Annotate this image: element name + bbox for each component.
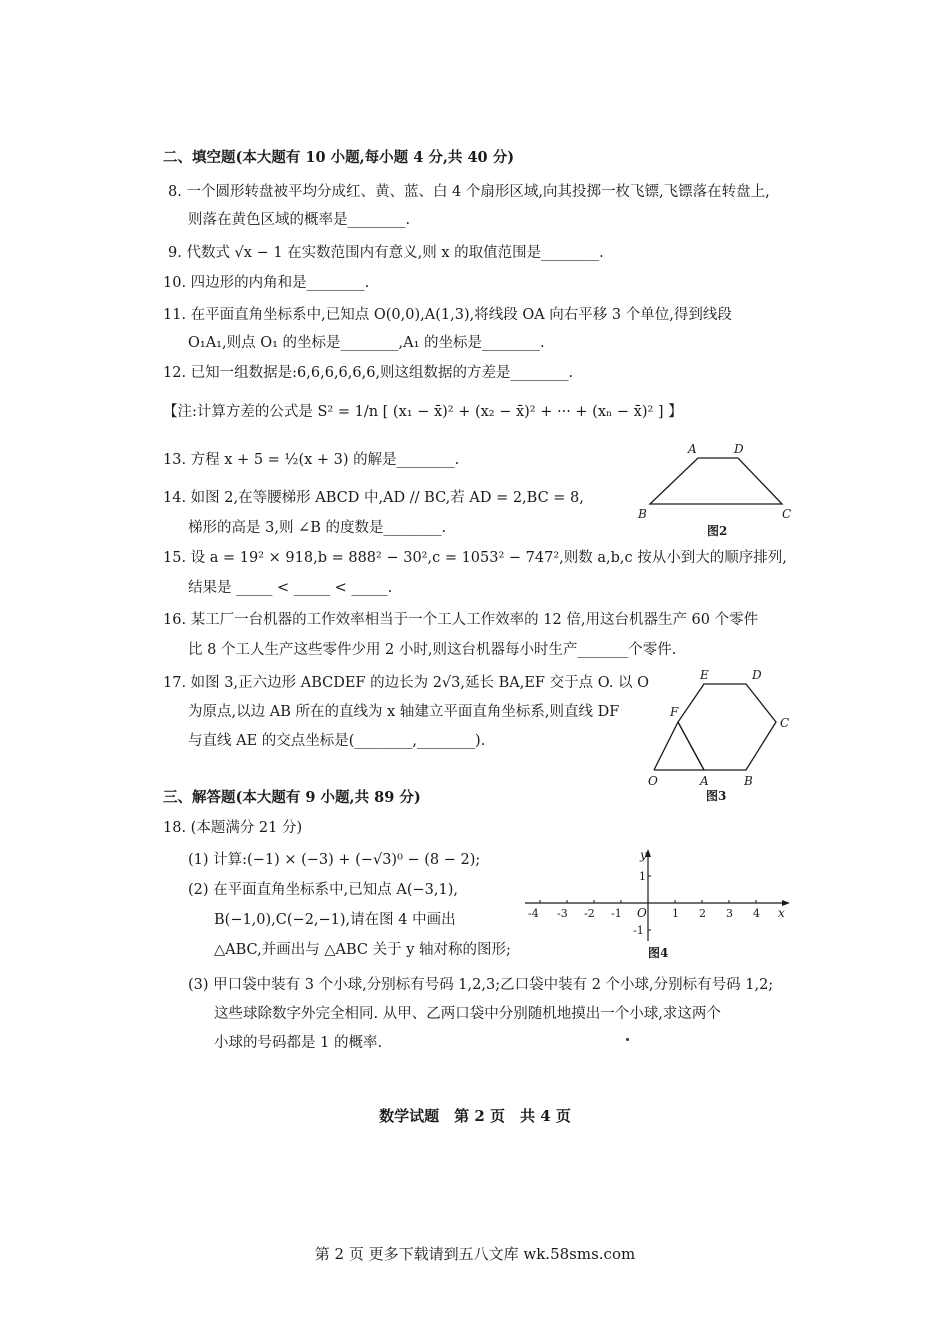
figure-3-hexagon (640, 664, 800, 804)
fig4-xtick-neg4: -4 (528, 907, 539, 920)
fig4-caption: 图4 (648, 946, 669, 960)
fig4-ytick-neg1: -1 (633, 924, 644, 937)
fig4-y-label: y (640, 848, 647, 862)
fig4-xtick-3: 3 (726, 907, 733, 920)
question-12: 12. 已知一组数据是:6,6,6,6,6,6,则这组数据的方差是________. (163, 365, 574, 381)
question-17-line-3: 与直线 AE 的交点坐标是(________,________). (188, 733, 486, 749)
fig2-label-a: A (688, 442, 697, 456)
fig3-label-o: O (648, 774, 658, 788)
page-footer: 数学试题 第 2 页 共 4 页 (379, 1107, 571, 1125)
question-18-part-2-line-2: B(−1,0),C(−2,−1),请在图 4 中画出 (214, 912, 456, 928)
stray-dot (626, 1038, 629, 1041)
fig4-xtick-neg2: -2 (584, 907, 595, 920)
figure-2-trapezoid (632, 438, 802, 548)
question-15-line-1: 15. 设 a = 19² × 918,b = 888² − 30²,c = 1053² − 747²,则数 a,b,c 按从小到大的顺序排列, (163, 550, 787, 566)
question-10: 10. 四边形的内角和是________. (163, 275, 370, 291)
question-8-line-2: 则落在黄色区域的概率是________. (188, 212, 411, 228)
fig4-xtick-2: 2 (699, 907, 706, 920)
question-15-line-2: 结果是 _____ < _____ < _____. (188, 580, 393, 596)
question-17-line-1: 17. 如图 3,正六边形 ABCDEF 的边长为 2√3,延长 BA,EF 交于点 O. 以 O (163, 675, 649, 691)
question-12-note: 【注:计算方差的公式是 S² = 1/n [ (x₁ − x̄)² + (x₂ − x̄)² + ··· + (xₙ − x̄)² ] 】 (163, 404, 683, 420)
fig4-xtick-4: 4 (753, 907, 760, 920)
fig3-label-b: B (744, 774, 753, 788)
fig4-ytick-1: 1 (639, 870, 646, 883)
question-11-line-2: O₁A₁,则点 O₁ 的坐标是________,A₁ 的坐标是________. (188, 335, 545, 351)
question-14-line-2: 梯形的高是 3,则 ∠B 的度数是________. (188, 520, 447, 536)
fig4-x-label: x (778, 906, 785, 920)
section-2-header: 二、填空题(本大题有 10 小题,每小题 4 分,共 40 分) (163, 149, 515, 166)
question-18-part-3-line-1: (3) 甲口袋中装有 3 个小球,分别标有号码 1,2,3;乙口袋中装有 2 个小球,分别标有号码 1,2; (188, 977, 774, 993)
fig3-label-e: E (700, 668, 709, 682)
question-16-line-2: 比 8 个工人生产这些零件少用 2 小时,则这台机器每小时生产_______个零件. (188, 642, 677, 658)
question-18-part-3-line-2: 这些球除数字外完全相同. 从甲、乙两口袋中分别随机地摸出一个小球,求这两个 (214, 1006, 721, 1022)
fig4-xtick-1: 1 (672, 907, 679, 920)
question-18-title: 18. (本题满分 21 分) (163, 820, 303, 836)
question-9: 9. 代数式 √x − 1 在实数范围内有意义,则 x 的取值范围是________. (168, 245, 604, 261)
fig2-label-d: D (734, 442, 744, 456)
site-footer: 第 2 页 更多下载请到五八文库 wk.58sms.com (314, 1245, 636, 1263)
question-18-part-3-line-3: 小球的号码都是 1 的概率. (214, 1035, 383, 1051)
question-14-line-1: 14. 如图 2,在等腰梯形 ABCD 中,AD // BC,若 AD = 2,BC = 8, (163, 490, 584, 506)
fig3-label-a: A (700, 774, 709, 788)
figure-4-coordinate-axes (520, 845, 795, 965)
fig2-label-b: B (638, 507, 647, 521)
fig2-caption: 图2 (707, 524, 728, 538)
question-16-line-1: 16. 某工厂一台机器的工作效率相当于一个工人工作效率的 12 倍,用这台机器生产 60 个零件 (163, 612, 759, 628)
fig3-label-d: D (752, 668, 762, 682)
fig3-label-f: F (670, 705, 679, 719)
fig2-label-c: C (782, 507, 792, 521)
question-18-part-2-line-3: △ABC,并画出与 △ABC 关于 y 轴对称的图形; (214, 942, 511, 958)
fig3-label-c: C (780, 716, 790, 730)
question-11-line-1: 11. 在平面直角坐标系中,已知点 O(0,0),A(1,3),将线段 OA 向右平移 3 个单位,得到线段 (163, 307, 732, 323)
fig4-xtick-neg1: -1 (611, 907, 622, 920)
section-3-header: 三、解答题(本大题有 9 小题,共 89 分) (163, 789, 421, 806)
question-13: 13. 方程 x + 5 = ½(x + 3) 的解是________. (163, 452, 460, 468)
question-17-line-2: 为原点,以边 AB 所在的直线为 x 轴建立平面直角坐标系,则直线 DF (188, 704, 620, 720)
question-18-part-1: (1) 计算:(−1) × (−3) + (−√3)⁰ − (8 − 2); (188, 852, 481, 868)
fig3-caption: 图3 (706, 789, 727, 803)
question-18-part-2-line-1: (2) 在平面直角坐标系中,已知点 A(−3,1), (188, 882, 458, 898)
fig4-xtick-neg3: -3 (557, 907, 568, 920)
fig4-origin: O (637, 906, 647, 920)
question-8-line-1: 8. 一个圆形转盘被平均分成红、黄、蓝、白 4 个扇形区域,向其投掷一枚飞镖,飞镖落在转盘上, (168, 184, 770, 200)
